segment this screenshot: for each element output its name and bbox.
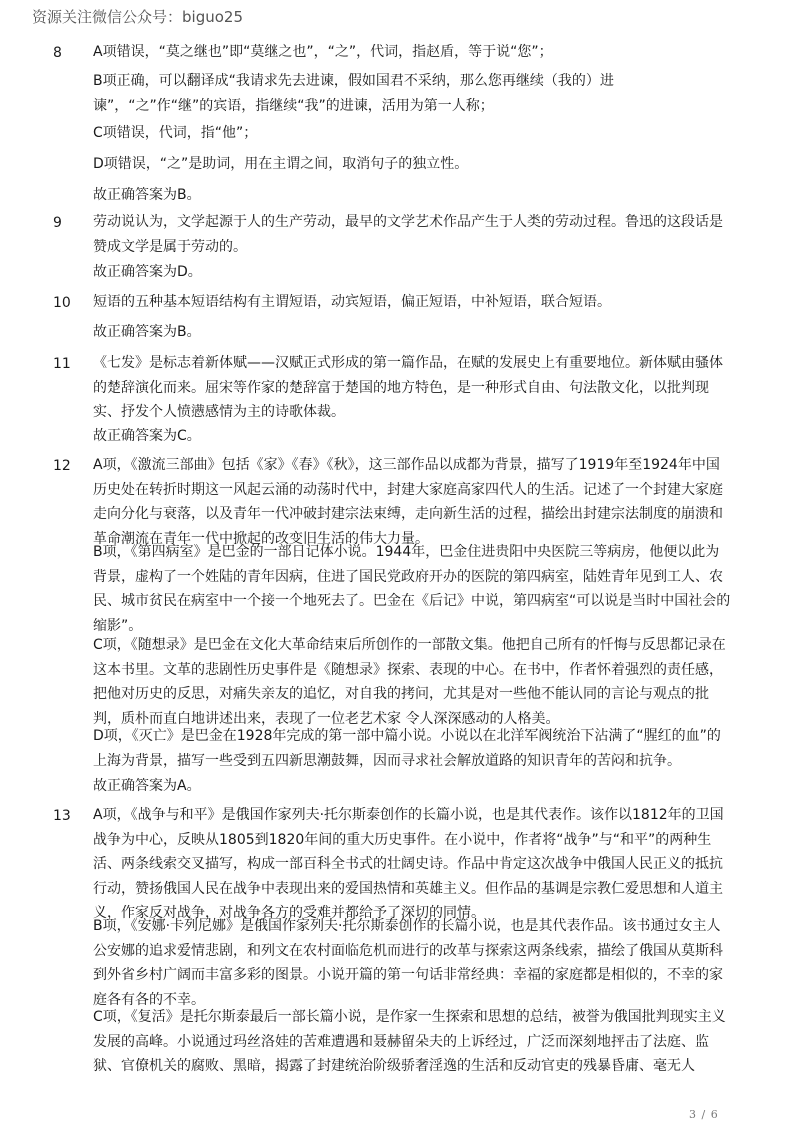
total-pages: 6 bbox=[710, 1108, 719, 1121]
watermark: 资源关注微信公众号：biguo25 bbox=[32, 8, 243, 26]
question-number: 13 bbox=[53, 808, 71, 824]
question-number: 11 bbox=[53, 356, 71, 372]
answer-paragraph: C项，《随想录》是巴金在文化大革命结束后所创作的一部散文集。他把自己所有的忏悔与反思都记录在这本书里。文革的悲剧性历史事件是《随想录》探索、表现的中心。在书中，作者怀着强烈的责任感，把他对历史的反思，对痛失亲友的追忆，对自我的拷问，尤其是对一些他不能认同的言论与观点的批判，质朴而直白地讲述出来，表现了一位老艺术家 令人深深感动的人格美。 bbox=[93, 637, 726, 727]
page-indicator bbox=[689, 1108, 719, 1121]
current-page: 3 bbox=[689, 1108, 697, 1121]
page-separator: / bbox=[701, 1108, 707, 1121]
answer-conclusion: 故正确答案为A。 bbox=[93, 778, 201, 794]
answer-paragraph: B项正确，可以翻译成“我请求先去进谏，假如国君不采纳，那么您再继续（我的）进谏”，“之”作“继”的宾语，指继续“我”的进谏，活用为第一人称； bbox=[93, 73, 614, 114]
question-number: 9 bbox=[53, 215, 62, 231]
answer-paragraph: A项，《战争与和平》是俄国作家列夫·托尔斯泰创作的长篇小说，也是其代表作。该作以1812年的卫国战争为中心，反映从1805到1820年间的重大历史事件。在小说中，作者将“战争”与“和平”的两种生活、两条线索交叉描写，构成一部百科全书式的壮阔史诗。作品中肯定这次战争中俄国人民正义的抵抗行动，赞扬俄国人民在战争中表现出来的爱国热情和英雄主义。但作品的基调是宗教仁爱思想和人道主义，作家反对战争，对战争各方的受难并都给予了深切的同情。 bbox=[93, 807, 724, 921]
answer-conclusion: 故正确答案为C。 bbox=[93, 428, 201, 444]
question-number: 12 bbox=[53, 458, 71, 474]
question-number: 8 bbox=[53, 45, 62, 61]
answer-paragraph: 劳动说认为，文学起源于人的生产劳动，最早的文学艺术作品产生于人类的劳动过程。鲁迅的这段话是赞成文学是属于劳动的。 bbox=[93, 214, 723, 255]
answer-paragraph: C项错误，代词，指“他”； bbox=[93, 125, 258, 141]
answer-paragraph: D项错误，“之”是助词，用在主谓之间，取消句子的独立性。 bbox=[93, 156, 469, 172]
answer-paragraph: 短语的五种基本短语结构有主谓短语，动宾短语，偏正短语，中补短语，联合短语。 bbox=[93, 294, 611, 310]
answer-paragraph: A项错误，“莫之继也”即“莫继之也”，“之”，代词，指赵盾，等于说“您”； bbox=[93, 44, 553, 60]
answer-paragraph: A项，《激流三部曲》包括《家》《春》《秋》，这三部作品以成都为背景，描写了1919年至1924年中国历史处在转折时期这一风起云涌的动荡时代中，封建大家庭高家四代人的生活。记述了一个封建大家庭走向分化与衰落，以及青年一代冲破封建宗法束缚，走向新生活的过程，描绘出封建宗法制度的崩溃和革命潮流在青年一代中掀起的改变旧生活的伟大力量。 bbox=[93, 457, 723, 547]
answer-paragraph: C项，《复活》是托尔斯泰最后一部长篇小说，是作家一生探索和思想的总结，被誉为俄国批判现实主义发展的高峰。小说通过玛丝洛娃的苦难遭遇和聂赫留朵夫的上诉经过，广泛而深刻地抨击了法庭、监狱、官僚机关的腐败、黑暗，揭露了封建统治阶级骄奢淫逸的生活和反动官吏的残暴昏庸、毫无人 bbox=[93, 1009, 726, 1074]
answer-conclusion: 故正确答案为B。 bbox=[93, 324, 201, 340]
answer-paragraph: 《七发》是标志着新体赋——汉赋正式形成的第一篇作品，在赋的发展史上有重要地位。新体赋由骚体的楚辞演化而来。屈宋等作家的楚辞富于楚国的地方特色，是一种形式自由、句法散文化，以批判现实、抒发个人愤懑感情为主的诗歌体裁。 bbox=[93, 355, 723, 420]
answer-conclusion: 故正确答案为D。 bbox=[93, 264, 202, 280]
answer-paragraph: B项，《第四病室》是巴金的一部日记体小说。1944年，巴金住进贵阳中央医院三等病房，他便以此为背景，虚构了一个姓陆的青年因病，住进了国民党政府开办的医院的第四病室，陆姓青年见到工人、农民、城市贫民在病室中一个接一个地死去了。巴金在《后记》中说，第四病室“可以说是当时中国社会的缩影”。 bbox=[93, 544, 731, 634]
question-number: 10 bbox=[53, 295, 71, 311]
answer-paragraph: B项，《安娜·卡列尼娜》是俄国作家列夫·托尔斯泰创作的长篇小说，也是其代表作品。该书通过女主人公安娜的追求爱情悲剧，和列文在农村面临危机而进行的改革与探索这两条线索，描绘了俄国从莫斯科到外省乡村广阔而丰富多彩的图景。小说开篇的第一句话非常经典：幸福的家庭都是相似的，不幸的家庭各有各的不幸。 bbox=[93, 918, 723, 1008]
answer-conclusion: 故正确答案为B。 bbox=[93, 187, 201, 203]
answer-paragraph: D项，《灭亡》是巴金在1928年完成的第一部中篇小说。小说以在北洋军阀统治下沾满了“腥红的血”的上海为背景，描写一些受到五四新思潮鼓舞，因而寻求社会解放道路的知识青年的苦闷和抗争。 bbox=[93, 728, 721, 769]
